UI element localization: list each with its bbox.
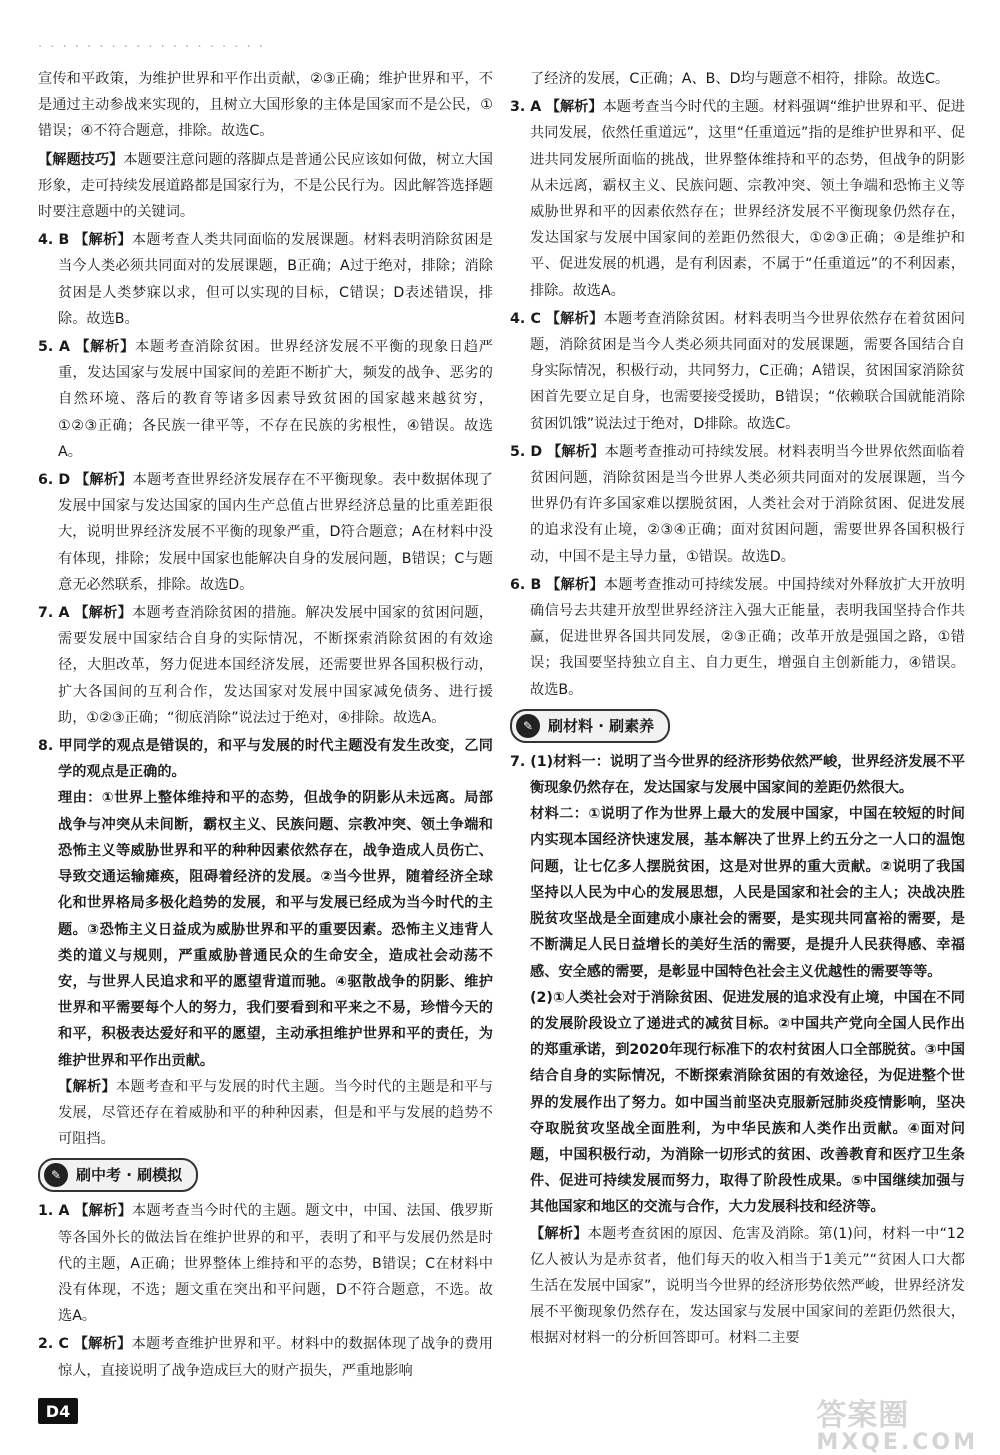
- answer-4: [38, 227, 493, 332]
- right-column: [510, 66, 965, 1352]
- mock-2-text: 本题考查维护世界和平。材料中的数据体现了战争的费用惊人，直接说明了战争造成巨大的财产损失，严重地影响: [58, 1336, 493, 1379]
- section-banner-exam: [38, 1158, 198, 1192]
- material-7-analysis-text: 本题考查贫困的原因、危害及消除。第(1)问，材料一中“12亿人被认为是赤贫者，他们每天的收入相当于1美元”“贫困人口大都生活在发展中国家”，说明当今世界的经济形势依然严峻，世界经济发展不平衡现象仍然存在，发达国家与发展中国家间的差距仍然很大，根据对材料一的分析回答即可。材料二主要: [530, 1225, 965, 1347]
- mock-6-num: 6. B: [510, 576, 542, 593]
- tip-text: 本题要注意问题的落脚点是普通公民应该如何做，树立大国形象，走可持续发展道路都是国家行为，不是公民行为。因此解答选择题时要注意题中的关键词。: [38, 151, 493, 221]
- section-banner-material: [510, 709, 670, 743]
- material-7-num: 7.: [510, 753, 526, 770]
- mock-6-text: 本题考查推动可持续发展。中国持续对外释放扩大开放明确信号去共建开放型世界经济注入强大正能量，表明我国坚持合作共赢，促进世界各国共同发展，②③正确；改革开放是强国之路，①错误；我国要坚持独立自主、自力更生，增强自主创新能力，④错误。故选B。: [530, 576, 965, 698]
- mock-4-num: 4. C: [510, 310, 541, 327]
- answer-7-tag: 【解析】: [74, 605, 133, 622]
- material-7-part2: 材料二：①说明了作为世界上最大的发展中国家，中国在较短的时间内实现本国经济快速发展，基本解决了世界上约五分之一人口的温饱问题，让七亿多人摆脱贫困，这是对世界的重大贡献。②说明了我国坚持以人民为中心的发展思想，人民是国家和社会的主人；决战决胜脱贫攻坚战是全面建成小康社会的需要，是实现共同富裕的需要，是不断满足人民日益增长的美好生活的需要，是提升人民获得感、幸福感、安全感的需要，是彰显中国特色社会主义优越性的需要等等。: [530, 806, 965, 980]
- answer-5-text: 本题考查消除贫困。世界经济发展不平衡的现象日趋严重，发达国家与发展中国家间的差距不断扩大，频发的战争、恶劣的自然环境、落后的教育等诸多因素导致贫困的国家越来越贫穷，①②③正确；各民族一律平等，不存在民族的劣根性，④错误。故选A。: [58, 339, 493, 460]
- right-cont-paragraph: 了经济的发展，C正确；A、B、D均与题意不相符，排除。故选C。: [530, 71, 950, 87]
- answer-4-text: 本题考查人类共同面临的发展课题。材料表明消除贫困是当今人类必须共同面对的发展课题，B正确；A过于绝对，排除；消除贫困是人类梦寐以求，但可以实现的目标，C错误；D表述错误，排除。故选B。: [58, 232, 493, 327]
- answer-5-num: 5. A: [38, 339, 70, 356]
- mock-5-num: 5. D: [510, 443, 543, 460]
- answer-8-analysis: [38, 1074, 493, 1153]
- watermark-line2: MXQE.COM: [816, 1430, 978, 1455]
- mock-answer-4: [510, 306, 965, 437]
- mock-1-tag: 【解析】: [74, 1203, 133, 1220]
- answer-6-num: 6. D: [38, 472, 71, 489]
- answer-7-num: 7. A: [38, 605, 70, 622]
- mock-3-tag: 【解析】: [545, 99, 603, 116]
- material-7-part3: (2)①人类社会对于消除贫困、促进发展的追求没有止境，中国在不同的发展阶段设立了递进式的减贫目标。②中国共产党向全国人民作出的郑重承诺，到2020年现行标准下的农村贫困人口全部脱贫。③中国结合自身的实际情况，不断探索消除贫困的有效途径，为促进整个世界的发展作出了努力。如中国当前坚决克服新冠肺炎疫情影响，坚决夺取脱贫攻坚战全面胜利，为中华民族和人类作出贡献。④面对问题，中国积极行动，为消除一切形式的贫困、改善教育和医疗卫生条件、促进可持续发展而努力，取得了阶段性成果。⑤中国继续加强与其他国家和地区的交流与合作，大力发展科技和经济等。: [530, 989, 965, 1216]
- mock-3-num: 3. A: [510, 99, 542, 116]
- mock-5-text: 本题考查推动可持续发展。材料表明当今世界依然面临着贫困问题，消除贫困是当今世界人类必须共同面对的发展课题，当今世界仍有许多国家难以摆脱贫困，人类社会对于消除贫困、促进发展的追求没有止境，②③④正确；面对贫困问题，需要世界各国积极行动，中国不是主导力量，①错误。故选D。: [530, 443, 965, 565]
- answer-4-tag: 【解析】: [74, 232, 132, 249]
- answer-8-text: 甲同学的观点是错误的，和平与发展的时代主题没有发生改变，乙同学的观点是正确的。: [58, 738, 493, 781]
- answer-7-text: 本题考查消除贫困的措施。解决发展中国家的贫困问题，需要发展中国家结合自身的实际情况，不断探索消除贫困的有效途径，大胆改革，努力促进本国经济发展，还需要世界各国积极行动，扩大各国间的互利合作，发达国家对发展中国家减免债务、进行援助，①②③正确；“彻底消除”说法过于绝对，④排除。故选A。: [58, 605, 493, 726]
- banner-label: 刷材料 · 刷素养: [548, 716, 655, 735]
- mock-answer-5: [510, 439, 965, 570]
- mock-2-num: 2. C: [38, 1336, 69, 1353]
- mock-4-tag: 【解析】: [545, 310, 604, 327]
- answer-8-num: 8.: [38, 738, 54, 755]
- answer-4-num: 4. B: [38, 232, 70, 249]
- pencil-icon: ✎: [516, 714, 540, 738]
- page-number: D4: [38, 1398, 78, 1424]
- tip-label: 【解题技巧】: [38, 151, 124, 168]
- answer-5-tag: 【解析】: [75, 339, 136, 356]
- mock-4-text: 本题考查消除贫困。材料表明当今世界依然存在着贫困问题，消除贫困是当今人类必须共同面对的发展课题，需要各国结合自身实际情况，积极行动，共同努力，C正确；A错误，贫困国家消除贫困首先要立足自身，也需要接受援助，B错误；“依赖联合国就能消除贫困饥饿”说法过于绝对，D排除。故选C。: [530, 310, 965, 432]
- mock-answer-2: [38, 1331, 493, 1383]
- mock-6-tag: 【解析】: [546, 576, 604, 593]
- solving-tip: [38, 147, 493, 226]
- mock-answer-6: [510, 572, 965, 703]
- answer-8-reason: 理由：①世界上整体维持和平的态势，但战争的阴影从未远离。局部战争与冲突从未间断，霸权主义、民族问题、宗教冲突、领土争端和恐怖主义等威胁世界和平的种种因素依然存在，战争造成人员伤亡、导致交通运输瘫痪，阻碍着经济的发展。②当今世界，随着经济全球化和世界格局多极化趋势的发展，和平与发展已经成为当今时代的主题。③恐怖主义日益成为威胁世界和平的重要因素。恐怖主义违背人类的道义与规则，严重威胁普通民众的生命安全，造成社会动荡不安，与世界人民追求和平的愿望背道而驰。④驱散战争的阴影、维护世界和平需要每个人的努力，我们要看到和平来之不易，珍惜今天的和平，积极表达爱好和平的愿望，主动承担维护世界和平的责任，为维护世界和平作出贡献。: [58, 790, 493, 1069]
- watermark-line1: 答案圈: [816, 1398, 910, 1433]
- left-cont-paragraph: 宣传和平政策，为维护世界和平作出贡献，②③正确；维护世界和平，不是通过主动参战来实现的，且树立大国形象的主体是国家而不是公民，①错误；④不符合题意，排除。故选C。: [38, 71, 493, 140]
- answer-7: [38, 600, 493, 731]
- material-answer-7: [510, 749, 965, 801]
- banner-label: 刷中考 · 刷模拟: [76, 1166, 183, 1185]
- mock-1-text: 本题考查当今时代的主题。题文中，中国、法国、俄罗斯等各国外长的做法旨在维护世界的和平，表明了和平与发展仍然是时代的主题，A正确；世界整体上维持和平的态势，B错误；C在材料中没有体现，不选；题文重在突出和平问题，D不符合题意，不选。故选A。: [58, 1203, 493, 1325]
- top-strip: · · · · · · · · · · · · · · · · · · ·: [38, 40, 265, 55]
- left-column: [38, 66, 493, 1386]
- answer-6-tag: 【解析】: [74, 472, 133, 489]
- answer-5: [38, 334, 493, 465]
- material-7-tag: 【解析】: [530, 1225, 588, 1242]
- pencil-icon: ✎: [44, 1163, 68, 1187]
- answer-8-analysis-text: 本题考查和平与发展的时代主题。当今时代的主题是和平与发展，尽管还存在着威胁和平的种种因素，但是和平与发展的趋势不可阻挡。: [58, 1078, 493, 1148]
- mock-answer-1: [38, 1198, 493, 1329]
- mock-2-tag: 【解析】: [73, 1336, 132, 1353]
- mock-1-num: 1. A: [38, 1203, 70, 1220]
- mock-5-tag: 【解析】: [546, 443, 605, 460]
- watermark-logo: [816, 1390, 978, 1455]
- material-7-analysis: [510, 1221, 965, 1352]
- mock-answer-3: [510, 94, 965, 304]
- answer-8: [38, 733, 493, 785]
- material-7-part1: (1)材料一：说明了当今世界的经济形势依然严峻，世界经济发展不平衡现象仍然存在，发达国家与发展中国家间的差距仍然很大。: [530, 753, 965, 797]
- answer-8-tag: 【解析】: [58, 1078, 117, 1095]
- answer-6-text: 本题考查世界经济发展存在不平衡现象。表中数据体现了发展中国家与发达国家的国内生产总值占世界经济总量的比重差距很大，说明世界经济发展不平衡的现象严重，D符合题意；A在材料中没有体现，排除；发展中国家也能解决自身的发展问题，B错误；C与题意无必然联系，排除。故选D。: [58, 472, 493, 593]
- answer-6: [38, 467, 493, 598]
- mock-3-text: 本题考查当今时代的主题。材料强调“维护世界和平、促进共同发展，依然任重道远”，这里“任重道远”指的是维护世界和平、促进共同发展所面临的挑战，世界整体维持和平的态势，但战争的阴影从未远离，霸权主义、民族问题、宗教冲突、领土争端和恐怖主义等威胁世界和平的因素依然存在；世界经济发展不平衡现象仍然存在，发达国家与发展中国家间的差距仍然很大，①②③正确；④是维护和平、促进发展的机遇，是有利因素，不属于“任重道远”的不利因素，排除。故选A。: [530, 99, 965, 299]
